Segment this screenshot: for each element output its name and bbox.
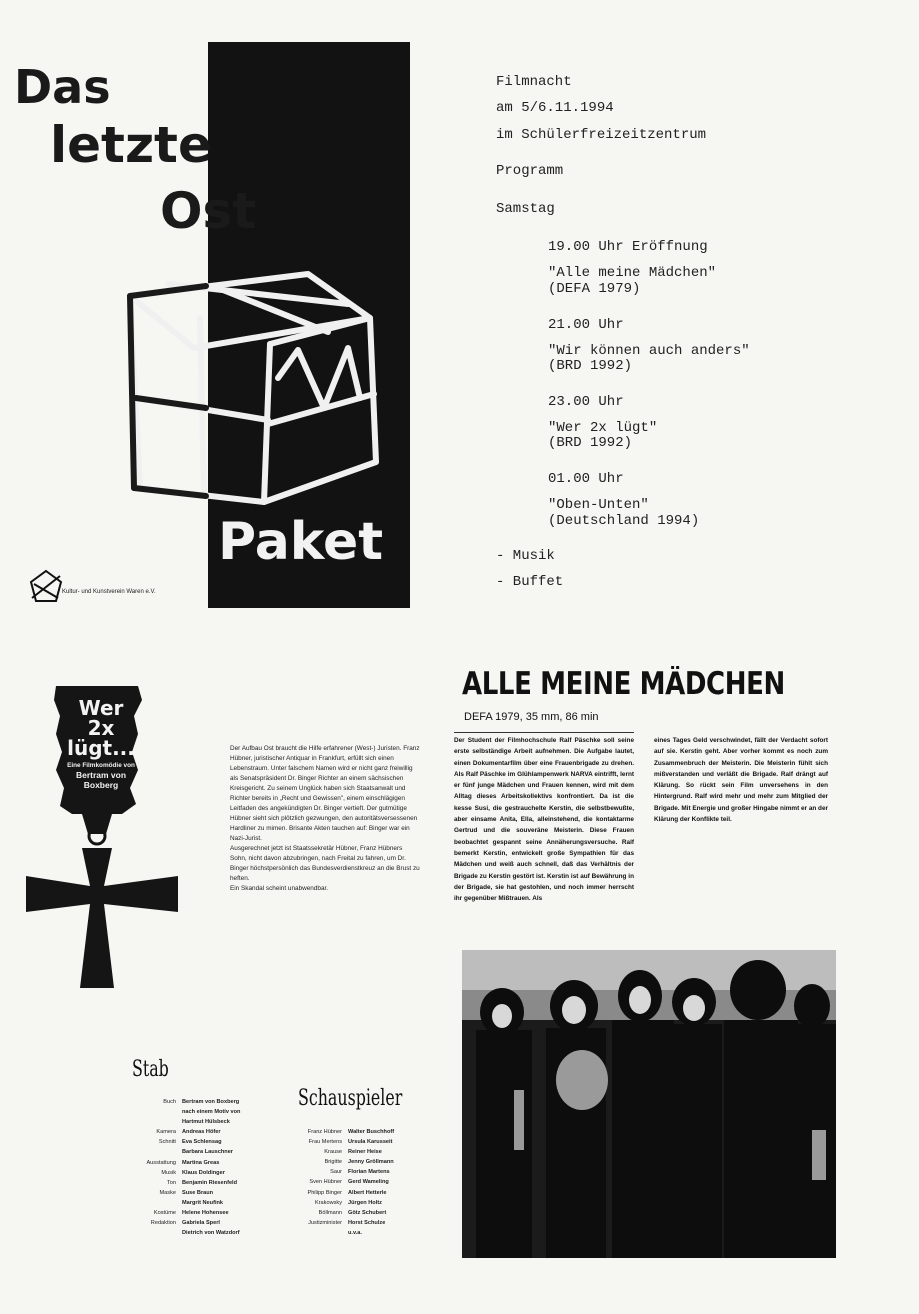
cast-credits-table — [282, 1127, 394, 1238]
program-item-title: "Wer 2x lügt" — [548, 420, 658, 436]
credit-name: Florian Martens — [348, 1169, 390, 1176]
credit-role: Maske — [159, 1189, 176, 1196]
credit-role — [282, 1228, 348, 1238]
kunstverein-logo-icon — [28, 568, 64, 604]
credit-row — [124, 1158, 240, 1168]
credit-row — [124, 1107, 240, 1117]
credit-row — [282, 1198, 394, 1208]
program-day: Samstag — [496, 201, 555, 217]
program-item-title: "Alle meine Mädchen" — [548, 265, 717, 281]
program-item-time: 21.00 Uhr — [548, 317, 624, 333]
program-header-line-2: am 5/6.11.1994 — [496, 100, 614, 116]
credit-row — [282, 1228, 394, 1238]
stab-heading: Stab — [132, 1057, 169, 1082]
credit-role: Redaktion — [150, 1220, 176, 1227]
credit-name: u.v.a. — [348, 1229, 362, 1236]
synopsis-paragraph: Ausgerechnet jetzt ist Staatssekretär Hübner, Franz Hübners Sohn, nicht davon abzubringen, nach Freital zu fahren, um Dr. Binger höchstpersönlich das Bundesverdienstkreuz an die Brust zu heften. — [230, 845, 420, 882]
credit-role: Böllmann — [318, 1209, 342, 1216]
credit-row — [124, 1198, 240, 1208]
credit-row — [282, 1177, 394, 1187]
poster-title-word-ost: Ost — [160, 182, 257, 240]
wer-title-line-1: Wer — [78, 696, 124, 720]
credit-role: Ton — [166, 1179, 176, 1186]
credit-row — [124, 1208, 240, 1218]
program-item-origin: (BRD 1992) — [548, 435, 633, 451]
credit-role: Ausstattung — [146, 1159, 176, 1166]
credit-row — [282, 1208, 394, 1218]
credit-name: nach einem Motiv von — [182, 1109, 241, 1116]
wer-title-line-3: lügt... — [67, 736, 135, 760]
program-header-line-3: im Schülerfreizeitzentrum — [496, 127, 707, 143]
credit-row — [282, 1188, 394, 1198]
poster-title-word-das: Das — [14, 60, 111, 114]
program-item-time: 23.00 Uhr — [548, 394, 624, 410]
credit-name: Barbara Lauschner — [182, 1149, 233, 1156]
credit-role: Kostüme — [153, 1210, 176, 1217]
credit-role — [124, 1147, 182, 1157]
credit-row — [124, 1117, 240, 1127]
credit-role: Franz Hübner — [307, 1129, 342, 1135]
synopsis-paragraph: Ein Skandal scheint unabwendbar. — [230, 885, 329, 892]
credit-name: Eva Schlensag — [182, 1139, 222, 1146]
package-sketch-icon — [118, 248, 388, 510]
credit-name: Hartmut Hülsbeck — [182, 1119, 230, 1126]
credit-role — [124, 1198, 182, 1208]
wer-2x-luegt-synopsis — [230, 744, 420, 894]
credit-name: Klaus Doldinger — [182, 1169, 225, 1176]
program-item-origin: (BRD 1992) — [548, 358, 633, 374]
credit-name: Bertram von Boxberg — [182, 1099, 240, 1105]
credit-name: Suse Braun — [182, 1189, 214, 1196]
credit-role: Musik — [161, 1169, 176, 1176]
credit-row — [124, 1097, 240, 1107]
credit-role: Justizminister — [308, 1219, 342, 1226]
wer-sub-line-1: Eine Filmkomödie von — [67, 762, 135, 769]
credit-row — [282, 1167, 394, 1177]
credit-name: Helene Hohensee — [182, 1210, 229, 1217]
program-item-title: "Oben-Unten" — [548, 497, 649, 513]
credit-name: Jürgen Holtz — [348, 1199, 382, 1206]
credit-role: Kamera — [156, 1129, 176, 1136]
credit-name: Gabriela Sperl — [182, 1220, 220, 1227]
credit-name: Gerd Wameling — [348, 1179, 389, 1186]
credit-row — [282, 1137, 394, 1147]
credit-name: Martina Greas — [182, 1159, 220, 1166]
credit-role: Krause — [324, 1149, 342, 1156]
credit-row — [282, 1127, 394, 1137]
credit-role — [124, 1107, 182, 1117]
stab-credits-table — [124, 1097, 240, 1238]
logo-caption: Kultur- und Kunstverein Waren e.V. — [62, 589, 156, 595]
wer-title-line-2: 2x — [87, 716, 115, 740]
credit-role: Saur — [330, 1169, 342, 1176]
program-item-title: "Wir können auch anders" — [548, 343, 750, 359]
credit-name: Walter Buschhoff — [348, 1129, 395, 1135]
program-heading: Programm — [496, 163, 564, 179]
credit-role: Schnitt — [158, 1139, 176, 1146]
program-extra-buffet: - Buffet — [496, 574, 564, 590]
credit-name: Albert Hetterle — [348, 1189, 387, 1196]
schauspieler-heading: Schauspieler — [298, 1086, 403, 1111]
credit-name: Ursula Karusseit — [348, 1139, 393, 1146]
program-header-line-1: Filmnacht — [496, 74, 572, 90]
credit-role: Frau Mertens — [308, 1139, 342, 1146]
credit-role: Krakowsky — [314, 1199, 342, 1206]
film-synopsis-column-2: eines Tages Geld verschwindet, fällt der Verdacht sofort auf sie. Kerstin geht. Aber vorher kommt es noch zum Zusammenbruch der Meisterin. Die Meisterin fühlt sich mißverstanden und verläßt die Brigade. Ralf drängt auf Klärung. So rückt sein Film unversehens in den Hintergrund. Ralf wird mehr und mehr zum Mitglied der Brigade. Mit Energie und großer Hingabe nimmt er an der Klärung der Konflikte teil. — [654, 737, 828, 824]
credit-name: Reiner Heise — [348, 1149, 382, 1156]
credit-role: Buch — [163, 1099, 176, 1105]
credit-name: Benjamin Riesenfeld — [182, 1179, 238, 1186]
credit-name: Margrit Neufink — [182, 1199, 224, 1206]
credit-row — [124, 1218, 240, 1228]
poster-title-word-letzte: letzte — [50, 116, 212, 174]
credit-role: Sven Hübner — [309, 1179, 342, 1186]
credit-row — [282, 1218, 394, 1228]
credit-role — [124, 1117, 182, 1127]
credit-row — [124, 1188, 240, 1198]
program-item-time: 19.00 Uhr Eröffnung — [548, 239, 708, 255]
credit-name: Andreas Höfer — [182, 1129, 221, 1136]
film-still-photo — [462, 950, 836, 1258]
credit-row — [124, 1178, 240, 1188]
credit-role: Philipp Binger — [307, 1189, 342, 1196]
credit-row — [282, 1147, 394, 1157]
poster-title-word-paket: Paket — [218, 512, 384, 572]
film-synopsis-column-1: Der Student der Filmhochschule Ralf Päschke soll seine erste selbständige Arbeit aufnehmen. Die Aufgabe lautet, einen Dokumentarfilm über eine Frauenbrigade zu drehen. Als Ralf Päschke im Glühlampenwerk NARVA eintrifft, lernt er fünf junge Mädchen und Frauen kennen, wird mit dem Alltag dieses Arbeitskollektivs konfrontiert. Da ist die kesse Susi, die gestrauchelte Kerstin, die selbstbewußte, aber einsame Anita, Ella, alleinstehend, die kontaktarme Gertrud und die souveräne Meisterin. Diese Frauen beobachtet gespannt seine Annäherungsversuche. Ralf bemerkt Kerstin, entwickelt große Sympathien für das Mädchen und weiß auch schnell, daß das Verhältnis der Brigade zu Kerstin gestört ist. Kerstin ist auf Bewährung in der Brigade, sie hat gestohlen, und noch immer herrscht ihr gegenüber Mißtrauen. Als — [454, 732, 634, 904]
wer-sub-line-2: Bertram von — [75, 770, 127, 780]
credit-name: Jenny Gröllmann — [348, 1159, 394, 1166]
synopsis-paragraph: Der Aufbau Ost braucht die Hilfe erfahrener (West-) Juristen. Franz Hübner, juristischer Antiquar in Frankfurt, erfüllt sich einen Lebenstraum. Unter falschem Namen wird er nicht ganz freiwillig als Senatspräsident Dr. Binger Richter an einem sächsischen Kreisgericht. Zu seinem Unglück haben sich Staatsanwalt und Richter bereits in „Recht und Gewissen", einem einschlägigen Leitfaden des angekündigten Dr. Binger vertieft. Der gutmütige Hübner sieht sich plötzlich gezwungen, den autoritätsversessenen Hardliner zu mimen. Brisante Akten tauchen auf: Binger war ein Nazi-Jurist. — [230, 745, 420, 842]
credit-row — [282, 1157, 394, 1167]
credit-row — [124, 1127, 240, 1137]
film-title: ALLE MEINE MÄDCHEN — [462, 666, 785, 702]
credit-role: Brigitte — [324, 1159, 342, 1166]
credit-row — [124, 1137, 240, 1147]
wer-sub-line-3: Boxberg — [83, 780, 119, 790]
credit-name: Dietrich von Watzdorf — [182, 1230, 240, 1237]
credit-name: Horst Schulze — [348, 1219, 386, 1226]
program-item-time: 01.00 Uhr — [548, 471, 624, 487]
credit-role — [124, 1228, 182, 1238]
film-subtitle: DEFA 1979, 35 mm, 86 min — [464, 711, 599, 723]
credit-name: Götz Schubert — [348, 1209, 387, 1216]
credit-row — [124, 1147, 240, 1157]
credit-row — [124, 1228, 240, 1238]
wer-2x-luegt-poster — [26, 686, 186, 988]
program-item-origin: (Deutschland 1994) — [548, 513, 700, 529]
program-extra-musik: - Musik — [496, 548, 555, 564]
program-item-origin: (DEFA 1979) — [548, 281, 641, 297]
credit-row — [124, 1168, 240, 1178]
